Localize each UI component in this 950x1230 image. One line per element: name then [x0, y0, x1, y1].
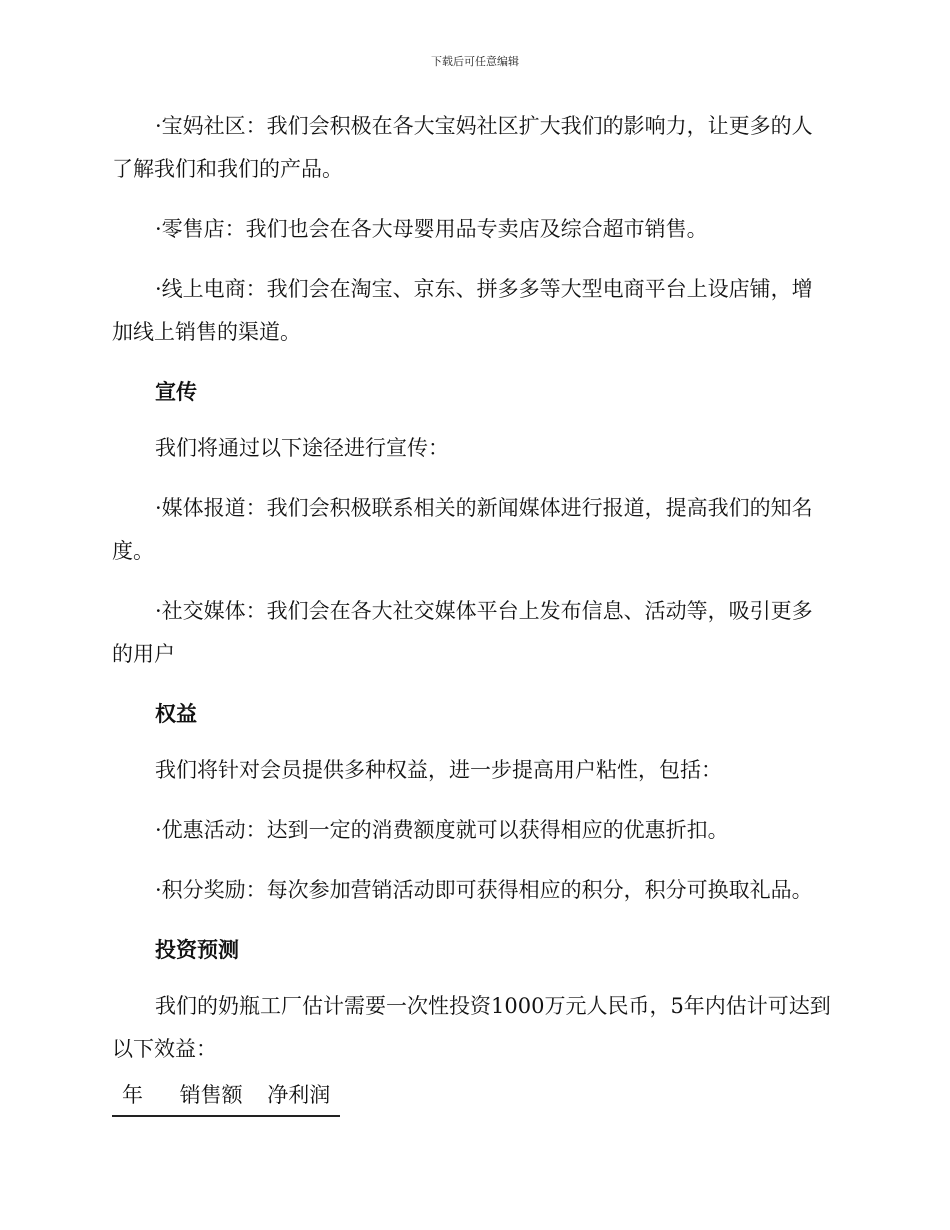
col-header-profit: 净利润: [267, 1078, 340, 1116]
bullet-discount: ·优惠活动：达到一定的消费额度就可以获得相应的优惠折扣。: [155, 818, 729, 842]
promotion-intro: 我们将通过以下途径进行宣传：: [155, 436, 449, 460]
bullet-ecommerce: ·线上电商：我们会在淘宝、京东、拼多多等大型电商平台上设店铺，增加线上销售的渠道。: [112, 277, 813, 344]
forecast-table-wrapper: [112, 1078, 340, 1117]
bullet-retail: ·零售店：我们也会在各大母婴用品专卖店及综合超市销售。: [155, 217, 708, 241]
table-header-row: [112, 1078, 340, 1116]
investment-intro: 我们的奶瓶工厂估计需要一次性投资1000万元人民币，5年内估计可达到以下效益：: [112, 994, 831, 1061]
bullet-media: ·媒体报道：我们会积极联系相关的新闻媒体进行报道，提高我们的知名度。: [112, 496, 813, 563]
bullet-mom-community: ·宝妈社区：我们会积极在各大宝妈社区扩大我们的影响力，让更多的人了解我们和我们的产品。: [112, 114, 813, 181]
col-header-sales: 销售额: [180, 1078, 268, 1116]
bullet-points: ·积分奖励：每次参加营销活动即可获得相应的积分，积分可换取礼品。: [155, 878, 813, 902]
heading-benefits: 权益: [155, 702, 197, 726]
col-header-year: 年: [112, 1078, 180, 1116]
benefits-intro: 我们将针对会员提供多种权益，进一步提高用户粘性，包括：: [155, 758, 722, 782]
document-body: [112, 105, 832, 1088]
page-header: 下载后可任意编辑: [431, 55, 519, 68]
bullet-social: ·社交媒体：我们会在各大社交媒体平台上发布信息、活动等，吸引更多的用户: [112, 599, 813, 666]
heading-investment: 投资预测: [155, 938, 239, 962]
heading-promotion: 宣传: [155, 380, 197, 404]
forecast-table: [112, 1078, 340, 1117]
